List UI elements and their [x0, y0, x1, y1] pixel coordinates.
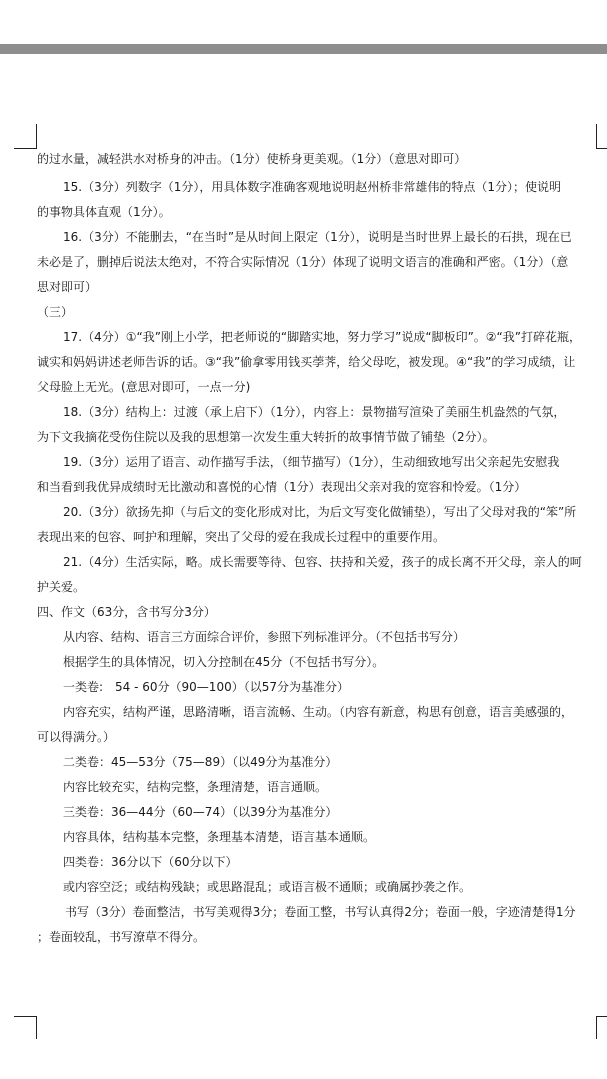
text-line: 未必是了，删掉后说法太绝对，不符合实际情况（1分）体现了说明文语言的准确和严密。（1分）（意 — [37, 255, 569, 269]
crop-mark-top-right — [596, 124, 607, 149]
section-heading: （三） — [37, 305, 74, 319]
text-line: 内容充实，结构严谨，思路清晰，语言流畅、生动。（内容有新意，构思有创意，语言美感强的， — [63, 705, 574, 719]
crop-mark-top-left — [14, 124, 37, 149]
crop-mark-bottom-left — [14, 1016, 37, 1039]
text-line: 书写（3分）卷面整洁，书写美观得3分；卷面工整，书写认真得2分；卷面一般，字迹清楚得1分 — [65, 905, 576, 919]
text-line: 21.（4分）生活实际，略。成长需要等待、包容、扶持和关爱，孩子的成长离不开父母，亲人的呵 — [63, 555, 582, 569]
text-line: 父母脸上无光。(意思对即可，一点一分) — [37, 380, 251, 394]
text-line: 二类卷：45—53分（75—89）（以49分为基准分） — [63, 755, 338, 769]
text-line: 三类卷：36—44分（60—74）（以39分为基准分） — [63, 805, 338, 819]
text-line: 四类卷：36分以下（60分以下） — [63, 855, 238, 869]
text-line: 17.（4分）①“我”刚上小学，把老师说的“脚踏实地，努力学习”说成“脚板印”。②“我”打碎花瓶， — [63, 330, 581, 344]
text-line: ；卷面较乱，书写潦草不得分。 — [37, 930, 206, 944]
text-line: 19.（3分）运用了语言、动作描写手法，（细节描写）（1分），生动细致地写出父亲起先安慰我 — [63, 455, 560, 469]
section-heading: 四、作文（63分，含书写分3分） — [37, 605, 216, 619]
crop-mark-bottom-right — [596, 1016, 607, 1039]
text-line: 从内容、结构、语言三方面综合评价，参照下列标准评分。（不包括书写分） — [63, 630, 466, 644]
top-toolbar-bar — [0, 44, 607, 54]
text-line: 诚实和妈妈讲述老师告诉的话。③“我”偷拿零用钱买荸荠，给父母吃，被发现。④“我”的学习成绩，让 — [37, 355, 576, 369]
text-line: 的事物具体直观（1分）。 — [37, 205, 171, 219]
text-line: 的过水量，减轻洪水对桥身的冲击。（1分）使桥身更美观。（1分）（意思对即可） — [37, 152, 467, 166]
text-line: 内容比较充实，结构完整，条理清楚，语言通顺。 — [63, 780, 328, 794]
text-line: 护关爱。 — [37, 580, 86, 594]
text-line: 为下文我摘花受伤住院以及我的思想第一次发生重大转折的故事情节做了铺垫（2分）。 — [37, 430, 495, 444]
text-line: 15.（3分）列数字（1分），用具体数字准确客观地说明赵州桥非常雄伟的特点（1分）；使说明 — [63, 180, 561, 194]
text-line: 根据学生的具体情况，切入分控制在45分（不包括书写分）。 — [63, 655, 385, 669]
text-line: 可以得满分。） — [37, 730, 116, 744]
text-line: 16.（3分）不能删去，“在当时”是从时间上限定（1分），说明是当时世界上最长的石拱，现在已 — [63, 230, 572, 244]
text-line: 18.（3分）结构上：过渡（承上启下）（1分），内容上：景物描写渲染了美丽生机盎然的气氛， — [63, 405, 566, 419]
text-line: 内容具体，结构基本完整，条理基本清楚，语言基本通顺。 — [63, 830, 376, 844]
text-line: 和当看到我优异成绩时无比激动和喜悦的心情（1分）表现出父亲对我的宽容和怜爱。（1分） — [37, 480, 527, 494]
text-line: 或内容空泛；或结构残缺；或思路混乱；或语言极不通顺；或确属抄袭之作。 — [63, 880, 472, 894]
text-line: 20.（3分）欲扬先抑（与后文的变化形成对比，为后文写变化做铺垫），写出了父母对我的“笨”所 — [63, 505, 577, 519]
text-line: 一类卷: 54 - 60分（90—100）（以57分为基准分） — [63, 680, 349, 694]
text-line: 思对即可） — [37, 280, 98, 294]
text-line: 表现出来的包容、呵护和理解，突出了父母的爱在我成长过程中的重要作用。 — [37, 530, 446, 544]
